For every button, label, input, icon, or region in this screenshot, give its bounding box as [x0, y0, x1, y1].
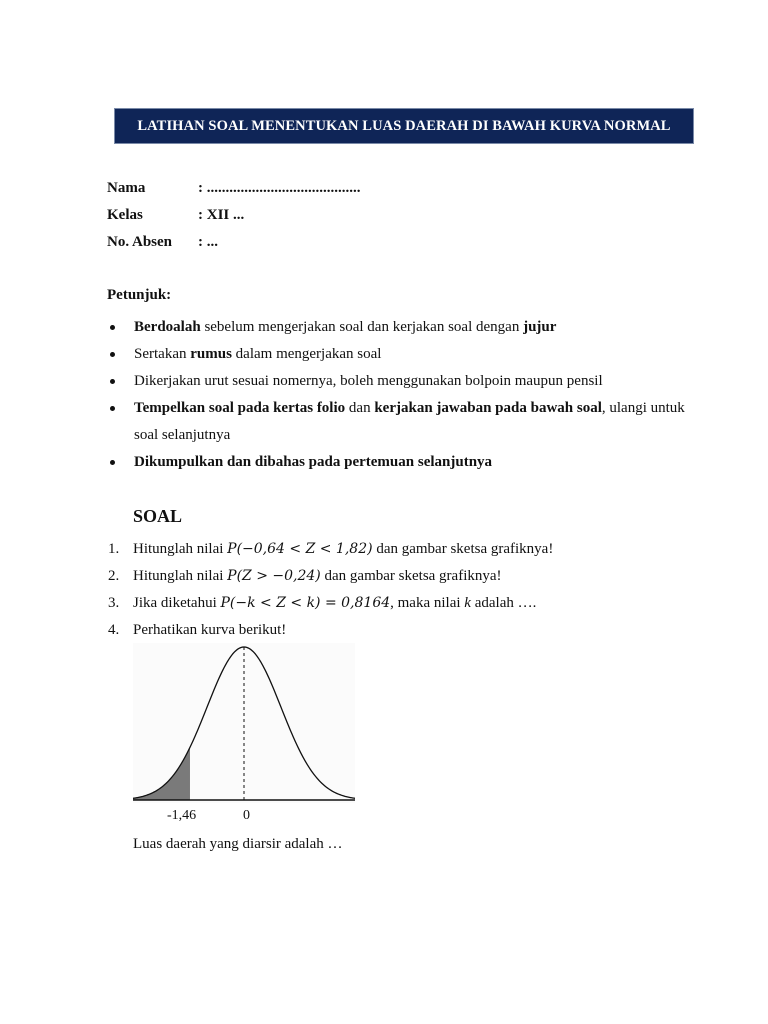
instruction-text: sebelum mengerjakan soal dan kerjakan soal dengan	[200, 319, 524, 335]
question-variable: k	[464, 595, 471, 611]
question-list	[108, 536, 728, 644]
normal-curve-figure	[133, 643, 355, 805]
title-banner	[114, 108, 694, 144]
name-value: : .........................................	[198, 180, 361, 196]
instruction-text: dalam mengerjakan soal	[231, 346, 382, 362]
question-number: 1.	[108, 541, 120, 557]
instructions-list	[108, 314, 708, 476]
question-text: dan gambar sketsa grafiknya!	[372, 541, 554, 557]
name-row	[107, 180, 361, 197]
question-math: P(−k < Z < k) = 0,8164	[220, 595, 391, 611]
question-3	[108, 590, 728, 617]
question-number: 4.	[108, 622, 120, 638]
question-text: dan gambar sketsa grafiknya!	[320, 568, 502, 584]
question-text: , maka nilai	[390, 595, 465, 611]
instruction-item	[108, 395, 708, 449]
name-label: Nama	[107, 180, 146, 196]
page-title: LATIHAN SOAL MENENTUKAN LUAS DAERAH DI BAWAH KURVA NORMAL	[137, 117, 671, 134]
tick-label-center: 0	[243, 808, 250, 823]
question-text: Perhatikan kurva berikut!	[133, 622, 287, 638]
class-row	[107, 207, 244, 224]
absen-row	[107, 234, 218, 251]
question-text: Hitunglah nilai	[133, 541, 228, 557]
instruction-bold: Tempelkan soal pada kertas folio	[134, 400, 346, 416]
instruction-item	[108, 449, 708, 476]
instruction-bold: jujur	[523, 319, 557, 335]
class-value: : XII ...	[198, 207, 245, 223]
question-text: Hitunglah nilai	[133, 568, 228, 584]
question-number: 3.	[108, 595, 120, 611]
instruction-bold: Berdoalah	[134, 319, 201, 335]
instructions-heading: Petunjuk:	[107, 287, 172, 303]
instruction-text: dan	[345, 400, 375, 416]
instruction-text: Dikerjakan urut sesuai nomernya, boleh menggunakan bolpoin maupun pensil	[134, 373, 603, 389]
instruction-text: , ulangi untuk soal selanjutnya	[134, 400, 685, 443]
class-label: Kelas	[107, 207, 143, 223]
instruction-bold: Dikumpulkan dan dibahas pada pertemuan selanjutnya	[134, 454, 493, 470]
question-math: P(−0,64 < Z < 1,82)	[227, 541, 373, 557]
instruction-item	[108, 368, 708, 395]
question-math: P(Z > −0,24)	[227, 568, 321, 584]
question-text: adalah ….	[470, 595, 537, 611]
question-1	[108, 536, 728, 563]
instruction-bold: kerjakan jawaban pada bawah soal	[374, 400, 602, 416]
question-2	[108, 563, 728, 590]
instruction-text: Sertakan	[134, 346, 191, 362]
soal-heading: SOAL	[133, 506, 183, 526]
instruction-bold: rumus	[190, 346, 232, 362]
question-text: Jika diketahui	[133, 595, 221, 611]
answer-prompt: Luas daerah yang diarsir adalah …	[133, 836, 343, 852]
absen-value: : ...	[198, 234, 218, 250]
instruction-item	[108, 314, 708, 341]
absen-label: No. Absen	[107, 234, 173, 250]
tick-label-left: -1,46	[167, 808, 197, 823]
instruction-item	[108, 341, 708, 368]
question-4	[108, 617, 728, 644]
question-number: 2.	[108, 568, 120, 584]
